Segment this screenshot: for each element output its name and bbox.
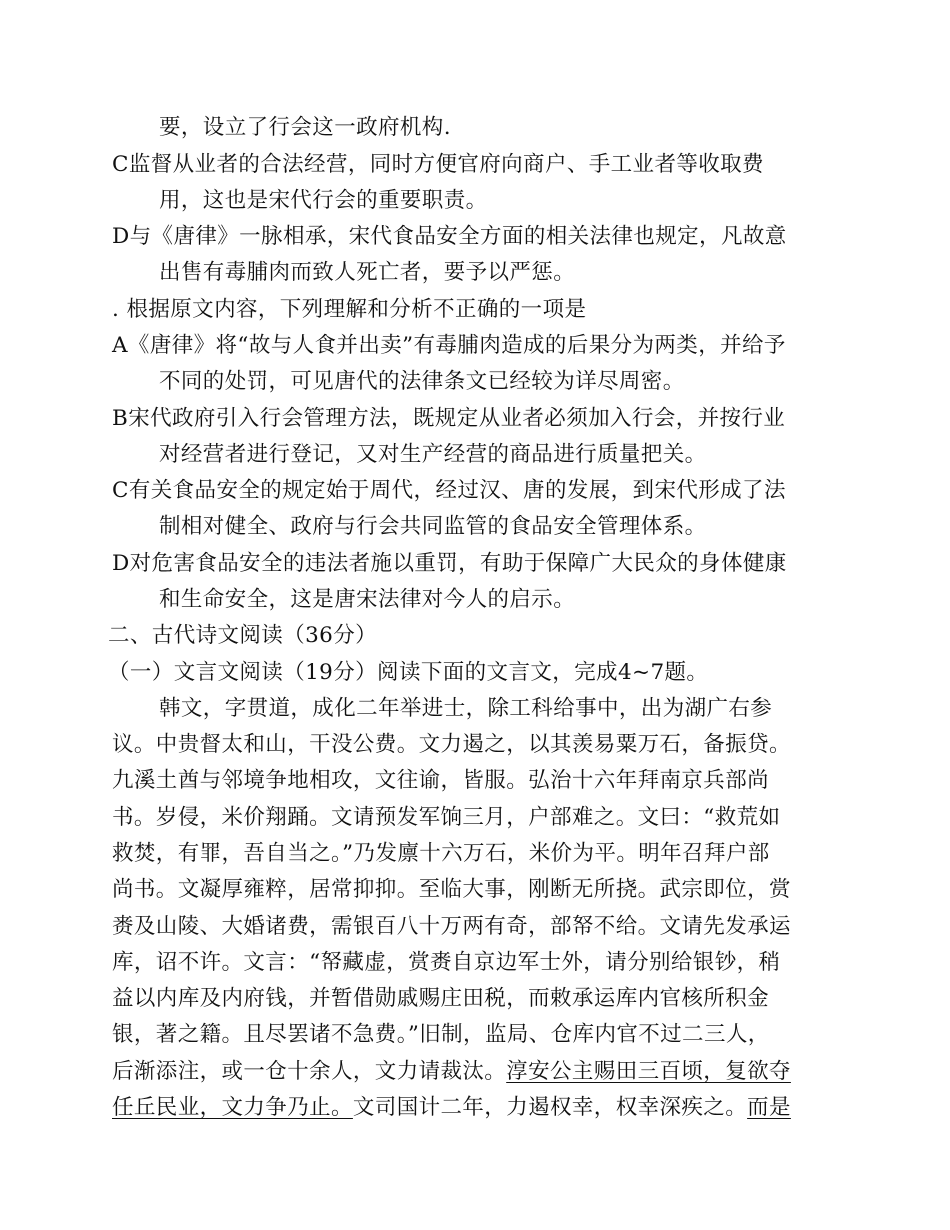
option-c-line: C有关食品安全的规定始于周代，经过汉、唐的发展，到宋代形成了法 xyxy=(112,478,786,503)
passage-line: 银，著之籍。且尽罢诸不急费。”旧制，监局、仓库内官不过二三人， xyxy=(112,1022,770,1047)
passage-line: 尚书。文凝厚雍粹，居常抑抑。至临大事，刚断无所挠。武宗即位，赏 xyxy=(112,877,791,902)
option-d-line: D对危害食品安全的违法者施以重罚，有助于保障广大民众的身体健康 xyxy=(112,551,787,576)
passage-line: 九溪土酋与邻境争地相攻，文往谕，皆服。弘治十六年拜南京兵部尚 xyxy=(112,768,770,793)
passage-line: 库，诏不许。文言：“帑藏虚，赏赉自京边军士外，请分别给银钞，稍 xyxy=(112,950,781,975)
passage-line: 议。中贵督太和山，干没公费。文力遏之，以其羡易粟万石，备振贷。 xyxy=(112,732,791,757)
passage-text: 后渐添注，或一仓十余人，文力请裁汰。 xyxy=(112,1059,507,1084)
underlined-sentence: 淳安公主赐田三百顷，复欲夺 xyxy=(506,1059,791,1084)
text-line: 不同的处罚，可见唐代的法律条文已经较为详尽周密。 xyxy=(159,369,685,394)
passage-line: 益以内库及内府钱，并暂借勋戚赐庄田税，而敕承运库内官核所积金 xyxy=(112,986,770,1011)
text-line: 和生命安全，这是唐宋法律对今人的启示。 xyxy=(159,587,576,612)
question-prompt: . 根据原文内容，下列理解和分析不正确的一项是 xyxy=(112,297,587,322)
passage-line xyxy=(112,1093,791,1123)
section-heading: 二、古代诗文阅读（36分） xyxy=(108,623,378,648)
passage-line xyxy=(112,1057,791,1087)
passage-text: 文司国计二年，力遏权幸，权幸深疾之。 xyxy=(352,1095,748,1120)
passage-line: 赉及山陵、大婚诸费，需银百八十万两有奇，部帑不给。文请先发承运 xyxy=(112,914,791,939)
option-b-line: B宋代政府引入行会管理方法，既规定从业者必须加入行会，并按行业 xyxy=(112,406,786,431)
passage-line: 韩文，字贯道，成化二年举进士，除工科给事中，出为湖广右参 xyxy=(159,696,773,721)
text-line: 用，这也是宋代行会的重要职责。 xyxy=(159,188,488,213)
underlined-sentence: 而是 xyxy=(747,1095,791,1120)
text-line: 制相对健全、政府与行会共同监管的食品安全管理体系。 xyxy=(159,514,707,539)
option-d-line: D与《唐律》一脉相承，宋代食品安全方面的相关法律也规定，凡故意 xyxy=(112,224,787,249)
text-line: 要，设立了行会这一政府机构. xyxy=(159,115,451,140)
text-line: 对经营者进行登记，又对生产经营的商品进行质量把关。 xyxy=(159,442,707,467)
text-line: 出售有毒脯肉而致人死亡者，要予以严惩。 xyxy=(159,260,576,285)
passage-line: 书。岁侵，米价翔踊。文请预发军饷三月，户部难之。文曰：“救荒如 xyxy=(112,805,781,830)
passage-line: 救焚，有罪，吾自当之。”乃发廪十六万石，米价为平。明年召拜户部 xyxy=(112,841,770,866)
underlined-sentence: 任丘民业，文力争乃止。 xyxy=(112,1095,353,1120)
option-c-line: C监督从业者的合法经营，同时方便官府向商户、手工业者等收取费 xyxy=(112,152,764,177)
option-a-line: A《唐律》将“故与人食并出卖”有毒脯肉造成的后果分为两类，并给予 xyxy=(112,333,786,358)
subsection-heading: （一）文言文阅读（19分）阅读下面的文言文，完成4~7题。 xyxy=(108,660,709,685)
